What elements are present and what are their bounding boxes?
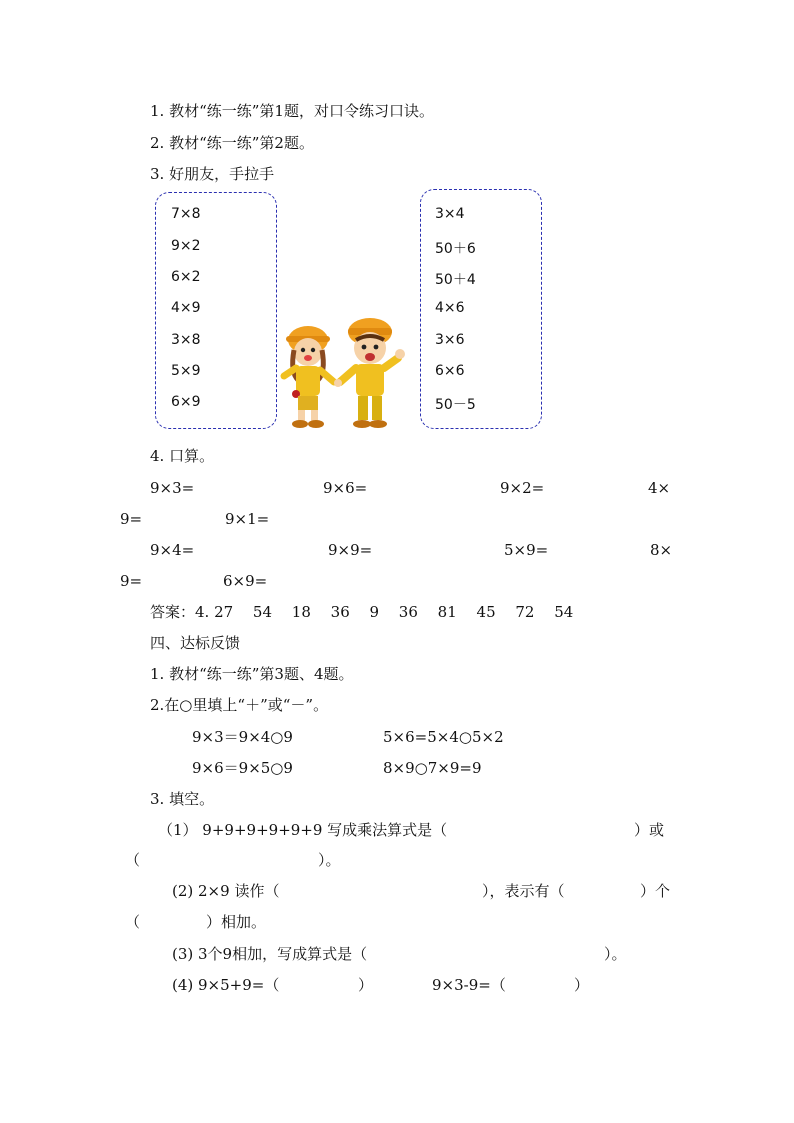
blank-2-d: （ — [125, 913, 141, 931]
right-expr-6: 6×6 — [435, 363, 465, 379]
feedback-3: 3. 填空。 — [150, 790, 215, 808]
right-expr-2: 50＋6 — [435, 241, 476, 257]
right-expr-4: 4×6 — [435, 300, 465, 316]
calc-r3-4: 8× — [650, 541, 673, 559]
blank-4-b: ） — [358, 976, 374, 994]
section-heading: 四、达标反馈 — [150, 634, 241, 652]
calc-r1-2: 9×6= — [323, 479, 368, 497]
feedback-1: 1. 教材“练一练”第3题、4题。 — [150, 665, 354, 683]
left-expr-3: 6×2 — [171, 269, 201, 285]
blank-4-c: 9×3-9=（ — [432, 976, 506, 994]
blank-1-b: ）或 — [634, 821, 665, 839]
question-1: 1. 教材“练一练”第1题，对口令练习口诀。 — [150, 102, 434, 120]
right-expr-5: 3×6 — [435, 332, 465, 348]
calc-r3-1: 9×4= — [150, 541, 195, 559]
question-3: 3. 好朋友，手拉手 — [150, 165, 275, 183]
girl-figure — [284, 326, 334, 428]
calc-r4-1: 9= — [120, 572, 143, 590]
left-expr-2: 9×2 — [171, 238, 201, 254]
blank-4-a: (4) 9×5+9=（ — [172, 976, 280, 994]
blank-3-a: (3) 3个9相加，写成算式是（ — [172, 945, 368, 963]
left-expr-7: 6×9 — [171, 394, 201, 410]
left-expr-5: 3×8 — [171, 332, 201, 348]
question-2: 2. 教材“练一练”第2题。 — [150, 134, 314, 152]
calc-r1-3: 9×2= — [500, 479, 545, 497]
calc-r3-3: 5×9= — [504, 541, 549, 559]
calc-r1-4: 4× — [648, 479, 671, 497]
calc-r2-2: 9×1= — [225, 510, 270, 528]
children-illustration — [276, 310, 416, 432]
calc-r2-1: 9= — [120, 510, 143, 528]
left-expr-6: 5×9 — [171, 363, 201, 379]
fill-a: 9×3＝9×4○9 — [192, 728, 293, 746]
blank-1-c: （ — [125, 851, 141, 869]
feedback-2: 2.在○里填上“＋”或“－”。 — [150, 696, 329, 714]
calc-r1-1: 9×3= — [150, 479, 195, 497]
fill-b: 5×6=5×4○5×2 — [383, 728, 504, 746]
fill-d: 8×9○7×9=9 — [383, 759, 482, 777]
blank-2-c: ）个 — [640, 882, 671, 900]
blank-2-b: ），表示有（ — [482, 882, 565, 900]
right-expr-7: 50－5 — [435, 397, 476, 413]
blank-3-b: ）。 — [604, 945, 627, 963]
blank-2-e: ）相加。 — [206, 913, 267, 931]
blank-4-d: ） — [574, 976, 590, 994]
right-expr-1: 3×4 — [435, 206, 465, 222]
fill-c: 9×6＝9×5○9 — [192, 759, 293, 777]
answer-line: 答案：4. 27 54 18 36 9 36 81 45 72 54 — [150, 603, 574, 621]
blank-2-a: (2) 2×9 读作（ — [172, 882, 280, 900]
right-expr-3: 50＋4 — [435, 272, 476, 288]
left-expr-1: 7×8 — [171, 206, 201, 222]
blank-1-a: （1） 9+9+9+9+9+9 写成乘法算式是（ — [158, 821, 448, 839]
question-4: 4. 口算。 — [150, 447, 215, 465]
calc-r3-2: 9×9= — [328, 541, 373, 559]
left-expr-4: 4×9 — [171, 300, 201, 316]
boy-figure — [340, 318, 405, 428]
calc-r4-2: 6×9= — [223, 572, 268, 590]
blank-1-d: ）。 — [318, 851, 341, 869]
